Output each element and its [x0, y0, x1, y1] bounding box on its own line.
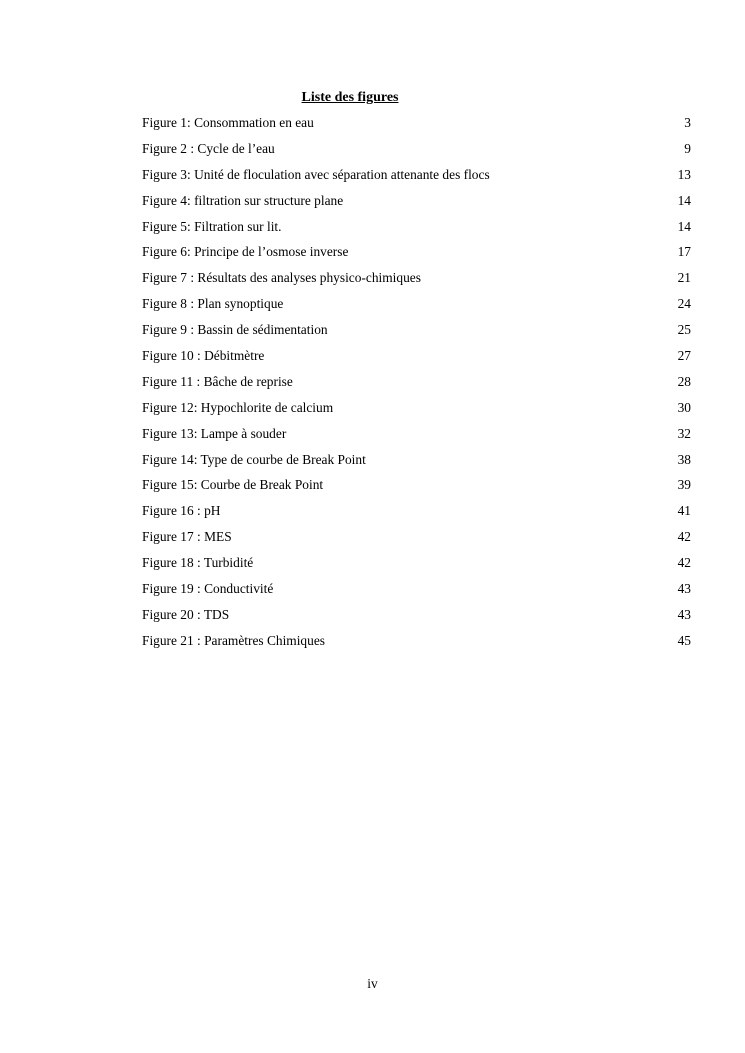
toc-entry-page-number: 41 — [677, 503, 691, 519]
toc-entry-page-number: 13 — [677, 166, 691, 182]
toc-entry-label: Figure 14: Type de courbe de Break Point — [142, 451, 366, 467]
list-of-figures — [142, 114, 691, 658]
toc-entry-label: Figure 12: Hypochlorite de calcium — [142, 399, 334, 415]
toc-entry-page-number: 27 — [677, 348, 691, 364]
toc-entry[interactable] — [142, 451, 691, 477]
toc-entry[interactable] — [142, 632, 691, 658]
toc-entry-page-number: 14 — [677, 192, 691, 208]
toc-entry[interactable] — [142, 269, 691, 295]
toc-entry-page-number: 38 — [677, 451, 691, 467]
toc-entry[interactable] — [142, 295, 691, 321]
toc-entry-label: Figure 11 : Bâche de reprise — [142, 373, 293, 389]
toc-entry-label: Figure 4: filtration sur structure plane — [142, 192, 344, 208]
toc-entry[interactable] — [142, 580, 691, 606]
toc-entry-label: Figure 16 : pH — [142, 503, 221, 519]
toc-entry-label: Figure 5: Filtration sur lit. — [142, 218, 282, 234]
toc-entry-label: Figure 20 : TDS — [142, 606, 230, 622]
toc-entry-page-number: 28 — [677, 373, 691, 389]
toc-entry[interactable] — [142, 321, 691, 347]
toc-entry-label: Figure 13: Lampe à souder — [142, 425, 287, 441]
toc-entry[interactable] — [142, 606, 691, 632]
toc-entry[interactable] — [142, 373, 691, 399]
toc-entry-label: Figure 9 : Bassin de sédimentation — [142, 322, 328, 338]
toc-entry[interactable] — [142, 476, 691, 502]
toc-entry-label: Figure 8 : Plan synoptique — [142, 296, 284, 312]
toc-entry-page-number: 24 — [677, 296, 691, 312]
toc-entry-label: Figure 7 : Résultats des analyses physico-chimiques — [142, 270, 421, 286]
page-title: Liste des figures — [301, 90, 399, 105]
toc-entry[interactable] — [142, 218, 691, 244]
toc-entry-label: Figure 6: Principe de l’osmose inverse — [142, 244, 349, 260]
toc-entry-page-number: 9 — [684, 140, 691, 156]
toc-entry-page-number: 42 — [677, 529, 691, 545]
toc-entry[interactable] — [142, 502, 691, 528]
page-number: iv — [367, 976, 378, 991]
toc-entry-label: Figure 17 : MES — [142, 529, 232, 545]
toc-entry-label: Figure 15: Courbe de Break Point — [142, 477, 324, 493]
toc-entry-label: Figure 3: Unité de floculation avec séparation attenante des flocs — [142, 166, 490, 182]
toc-entry-page-number: 32 — [677, 425, 691, 441]
toc-entry-label: Figure 21 : Paramètres Chimiques — [142, 632, 325, 648]
toc-entry-label: Figure 1: Consommation en eau — [142, 115, 314, 130]
toc-entry[interactable] — [142, 425, 691, 451]
toc-entry-page-number: 42 — [677, 555, 691, 571]
toc-entry[interactable] — [142, 528, 691, 554]
toc-entry[interactable] — [142, 140, 691, 166]
toc-entry-page-number: 43 — [677, 606, 691, 622]
toc-entry[interactable] — [142, 399, 691, 425]
toc-entry-page-number: 45 — [677, 632, 691, 648]
toc-entry-label: Figure 10 : Débitmètre — [142, 348, 265, 364]
toc-entry-label: Figure 18 : Turbidité — [142, 555, 254, 571]
toc-entry-page-number: 43 — [677, 581, 691, 597]
toc-entry-label: Figure 2 : Cycle de l’eau — [142, 140, 275, 156]
toc-entry[interactable] — [142, 554, 691, 580]
toc-entry[interactable] — [142, 192, 691, 218]
toc-entry[interactable] — [142, 243, 691, 269]
toc-entry-page-number: 30 — [677, 399, 691, 415]
toc-entry-page-number: 25 — [677, 322, 691, 338]
toc-entry[interactable] — [142, 166, 691, 192]
toc-entry-page-number: 17 — [677, 244, 691, 260]
toc-entry-page-number: 14 — [677, 218, 691, 234]
toc-entry-page-number: 21 — [677, 270, 691, 286]
toc-entry[interactable] — [142, 114, 691, 140]
toc-entry[interactable] — [142, 347, 691, 373]
toc-entry-page-number: 39 — [677, 477, 691, 493]
toc-entry-page-number: 3 — [684, 115, 691, 130]
toc-entry-label: Figure 19 : Conductivité — [142, 581, 274, 597]
